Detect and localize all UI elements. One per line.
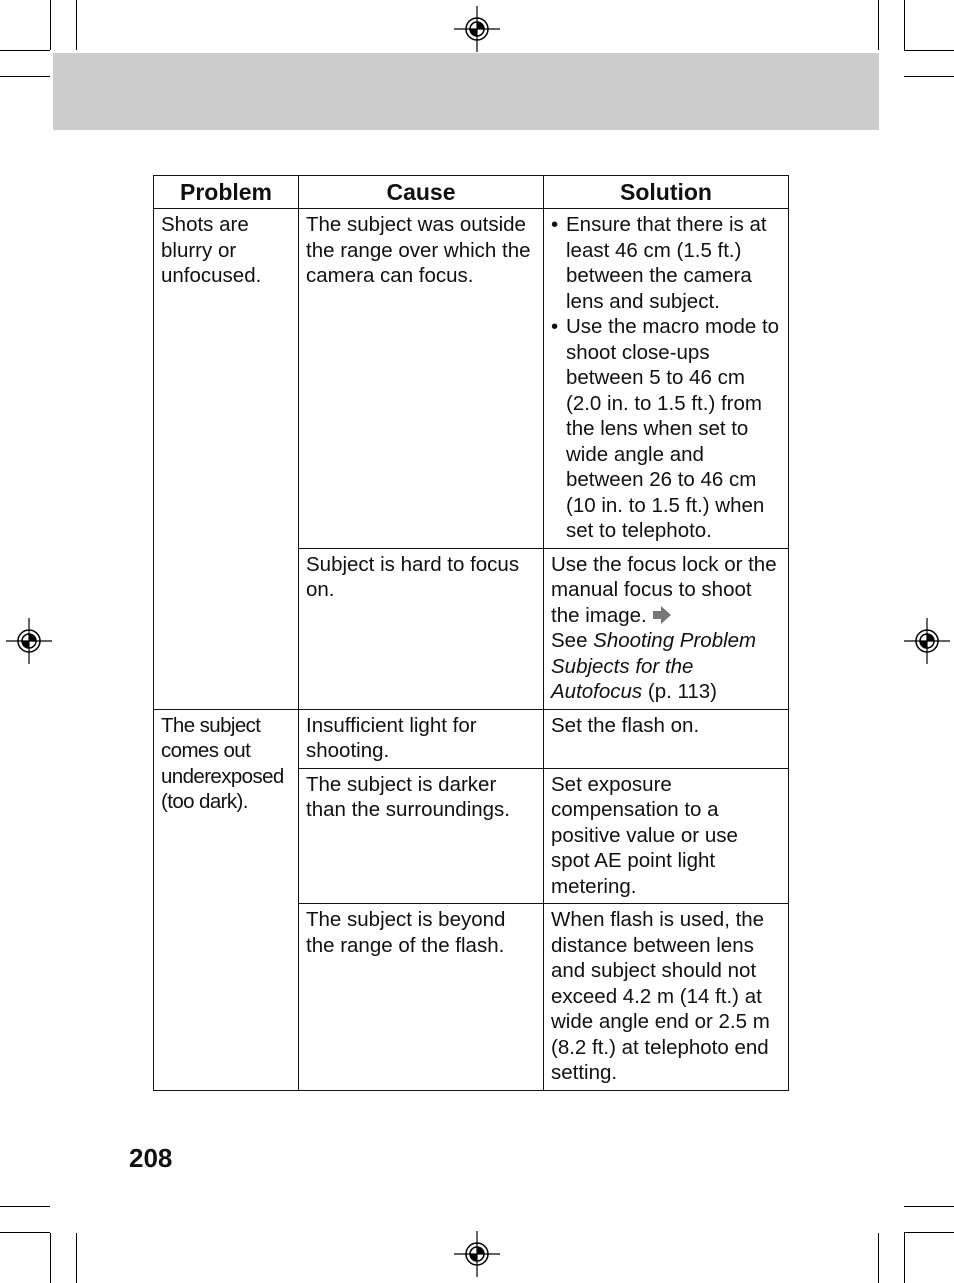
- crop-mark-icon: [0, 1232, 50, 1233]
- see-prefix: See: [551, 629, 594, 652]
- cause-cell: The subject was outside the range over which the camera can focus.: [299, 209, 544, 549]
- bullet-mark: •: [551, 315, 559, 338]
- cause-cell: The subject is beyond the range of the flash.: [299, 904, 544, 1091]
- problem-text: The subject comes out underexposed (too dark).: [161, 713, 284, 813]
- header-band: [53, 53, 879, 130]
- solution-bullet: [551, 212, 782, 314]
- registration-mark-icon: [904, 618, 950, 664]
- solution-cell: [544, 548, 789, 709]
- troubleshooting-table: [153, 175, 789, 1091]
- problem-cell: Shots are blurry or unfocused.: [154, 209, 299, 710]
- page-number: 208: [129, 1143, 173, 1173]
- header-problem: Problem: [154, 176, 299, 209]
- see-page-reference: (p. 113): [642, 680, 717, 703]
- solution-cell: [544, 209, 789, 549]
- registration-mark-icon: [454, 1231, 500, 1277]
- crop-mark-icon: [904, 76, 954, 77]
- crop-mark-icon: [904, 1233, 905, 1283]
- cause-cell: Subject is hard to focus on.: [299, 548, 544, 709]
- bullet-mark: •: [551, 213, 559, 236]
- solution-cell: When flash is used, the distance between lens and subject should not exceed 4.2 m (14 ft.) at wide angle end or 2.5 m (8.2 ft.) at telephoto end setting.: [544, 904, 789, 1091]
- crop-mark-icon: [76, 0, 77, 50]
- solution-text: Use the focus lock or the manual focus to shoot the image.: [551, 552, 777, 627]
- crop-mark-icon: [904, 50, 954, 51]
- crop-mark-icon: [904, 1206, 954, 1207]
- solution-bullet: [551, 314, 782, 544]
- table-row: [154, 209, 789, 549]
- problem-cell: [154, 709, 299, 1090]
- solution-cell: Set exposure compensation to a positive value or use spot AE point light metering.: [544, 768, 789, 904]
- solution-cell: Set the flash on.: [544, 709, 789, 768]
- bullet-text: Use the macro mode to shoot close-ups between 5 to 46 cm (2.0 in. to 1.5 ft.) from the lens when set to wide angle and between 26 to 46 cm (10 in. to 1.5 ft.) when set to telephoto.: [566, 315, 780, 542]
- table-row: [154, 709, 789, 768]
- crop-mark-icon: [904, 1232, 954, 1233]
- right-arrow-icon: [652, 606, 672, 624]
- crop-mark-icon: [50, 1233, 51, 1283]
- bullet-text: Ensure that there is at least 46 cm (1.5 ft.) between the camera lens and subject.: [566, 213, 767, 313]
- crop-mark-icon: [904, 0, 905, 50]
- registration-mark-icon: [6, 618, 52, 664]
- crop-mark-icon: [0, 50, 50, 51]
- crop-mark-icon: [0, 1206, 50, 1207]
- registration-mark-icon: [454, 6, 500, 52]
- see-reference-title: Shooting Problem Subjects for the Autofocus: [551, 629, 757, 703]
- header-cause: Cause: [299, 176, 544, 209]
- crop-mark-icon: [0, 76, 50, 77]
- cause-cell: Insufficient light for shooting.: [299, 709, 544, 768]
- cause-cell: The subject is darker than the surroundings.: [299, 768, 544, 904]
- crop-mark-icon: [50, 0, 51, 50]
- table-header-row: [154, 176, 789, 209]
- crop-mark-icon: [878, 0, 879, 50]
- crop-mark-icon: [76, 1233, 77, 1283]
- header-solution: Solution: [544, 176, 789, 209]
- crop-mark-icon: [878, 1233, 879, 1283]
